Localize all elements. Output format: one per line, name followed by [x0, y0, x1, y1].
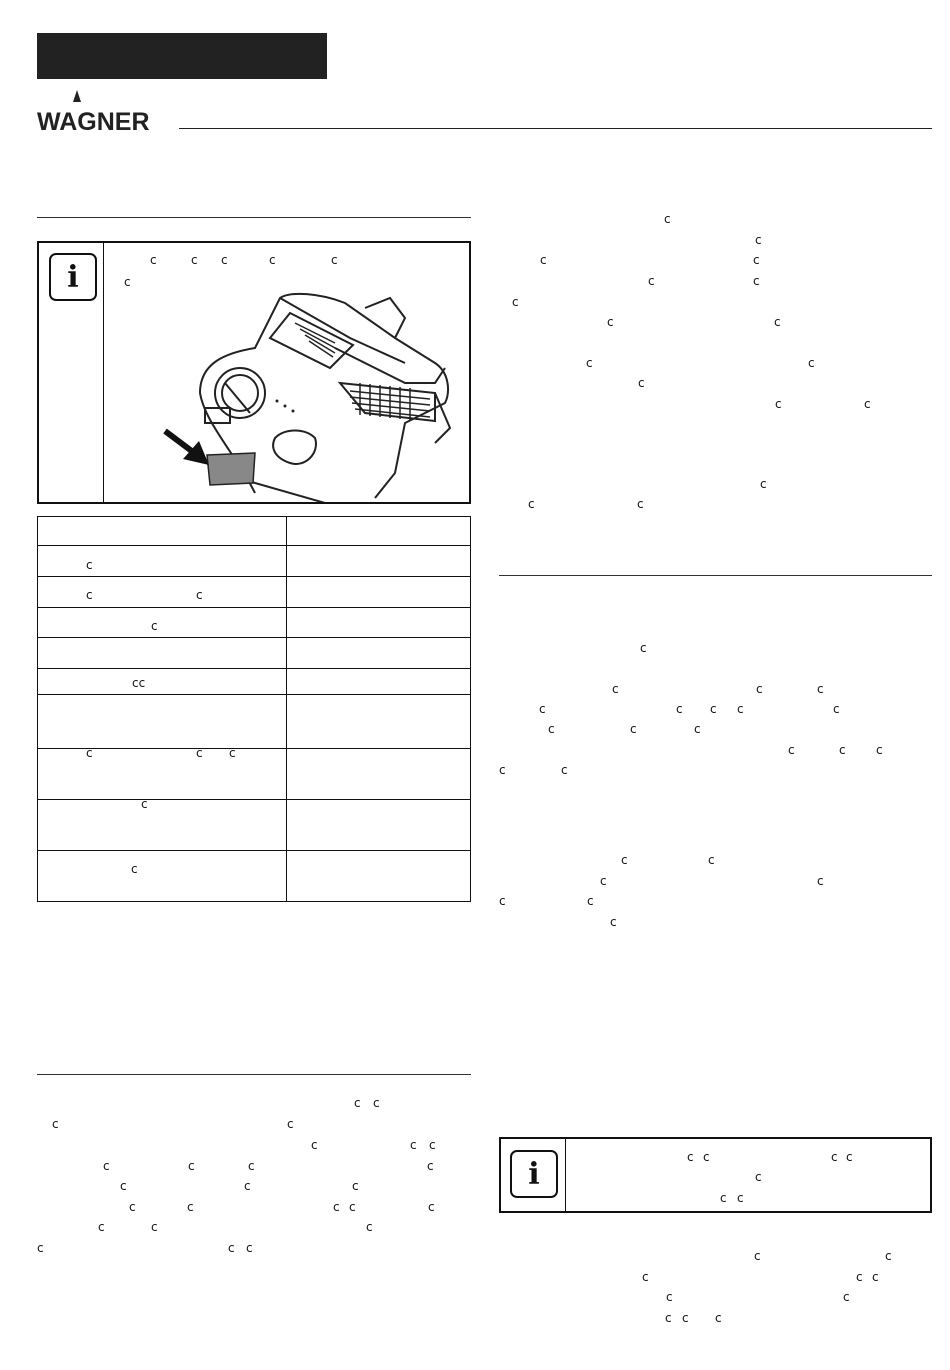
- text-mark: c: [333, 1200, 340, 1214]
- text-mark: c: [843, 1290, 850, 1304]
- info-icon: i: [49, 253, 97, 301]
- device-illustration: [105, 243, 469, 502]
- text-mark: c: [354, 1096, 361, 1110]
- text-mark: c: [191, 253, 198, 267]
- text-mark: c: [621, 853, 628, 867]
- text-mark: c: [640, 641, 647, 655]
- text-mark: c: [708, 853, 715, 867]
- text-mark: c: [753, 274, 760, 288]
- text-mark: c: [151, 1220, 158, 1234]
- table-cell: [38, 517, 287, 546]
- text-mark: c: [872, 1270, 879, 1284]
- text-mark: c: [98, 1220, 105, 1234]
- text-mark: c: [753, 253, 760, 267]
- text-mark: c: [600, 874, 607, 888]
- text-mark: c: [846, 1150, 853, 1164]
- text-mark: c: [808, 356, 815, 370]
- table-row: [38, 800, 471, 851]
- text-mark: c: [373, 1096, 380, 1110]
- text-mark: c: [703, 1150, 710, 1164]
- info-icon: i: [510, 1150, 558, 1198]
- text-mark: c: [833, 702, 840, 716]
- text-mark: c: [151, 619, 158, 633]
- section-rule: [37, 1074, 471, 1075]
- text-mark: c: [642, 1270, 649, 1284]
- text-mark: c: [512, 295, 519, 309]
- text-mark: c: [428, 1200, 435, 1214]
- text-mark: c: [366, 1220, 373, 1234]
- text-mark: c: [86, 588, 93, 602]
- text-mark: c: [124, 275, 131, 289]
- text-mark: c: [539, 702, 546, 716]
- text-mark: c: [427, 1159, 434, 1173]
- text-mark: c: [774, 315, 781, 329]
- text-mark: c: [86, 558, 93, 572]
- info-box-note: [499, 1137, 932, 1213]
- table-cell: [287, 800, 471, 851]
- text-mark: cc: [132, 676, 146, 690]
- text-mark: c: [429, 1138, 436, 1152]
- text-mark: c: [229, 746, 236, 760]
- text-mark: c: [103, 1159, 110, 1173]
- text-mark: c: [817, 682, 824, 696]
- table-row: [38, 638, 471, 669]
- brand-text: WAGNER: [37, 108, 150, 132]
- text-mark: c: [528, 497, 535, 511]
- text-mark: c: [410, 1138, 417, 1152]
- table-cell: [287, 851, 471, 902]
- text-mark: c: [755, 1170, 762, 1184]
- text-mark: c: [817, 874, 824, 888]
- text-mark: c: [687, 1150, 694, 1164]
- text-mark: c: [710, 702, 717, 716]
- text-mark: c: [120, 1179, 127, 1193]
- text-mark: c: [666, 1290, 673, 1304]
- arrow-icon: [165, 431, 209, 465]
- text-mark: c: [864, 397, 871, 411]
- text-mark: c: [352, 1179, 359, 1193]
- table-cell: [38, 577, 287, 608]
- table-row: [38, 695, 471, 749]
- text-mark: c: [587, 894, 594, 908]
- text-mark: c: [885, 1249, 892, 1263]
- text-mark: c: [720, 1191, 727, 1205]
- table-cell: [38, 851, 287, 902]
- text-mark: c: [311, 1138, 318, 1152]
- text-mark: c: [664, 212, 671, 226]
- text-mark: c: [561, 763, 568, 777]
- table-cell: [38, 695, 287, 749]
- spec-table: [37, 516, 471, 902]
- text-mark: c: [246, 1241, 253, 1255]
- text-mark: c: [755, 233, 762, 247]
- table-row: [38, 517, 471, 546]
- text-mark: c: [839, 743, 846, 757]
- table-cell: [287, 577, 471, 608]
- text-mark: c: [499, 894, 506, 908]
- text-mark: c: [228, 1241, 235, 1255]
- text-mark: c: [131, 862, 138, 876]
- text-mark: c: [331, 253, 338, 267]
- info-box-figure: [37, 241, 471, 504]
- section-rule: [499, 575, 932, 576]
- text-mark: c: [196, 588, 203, 602]
- text-mark: c: [349, 1200, 356, 1214]
- text-mark: c: [694, 722, 701, 736]
- table-row: [38, 608, 471, 638]
- text-mark: c: [754, 1249, 761, 1263]
- text-mark: c: [540, 253, 547, 267]
- text-mark: c: [630, 722, 637, 736]
- table-cell: [38, 608, 287, 638]
- text-mark: c: [244, 1179, 251, 1193]
- text-mark: c: [715, 1311, 722, 1325]
- table-cell: [287, 517, 471, 546]
- text-mark: c: [648, 274, 655, 288]
- text-mark: c: [831, 1150, 838, 1164]
- text-mark: c: [499, 763, 506, 777]
- table-cell: [38, 746, 287, 800]
- table-cell: [287, 749, 471, 800]
- wagner-logo: [37, 88, 177, 132]
- text-mark: c: [141, 797, 148, 811]
- table-row: [38, 851, 471, 902]
- table-row: [38, 577, 471, 608]
- text-mark: c: [676, 702, 683, 716]
- text-mark: c: [196, 746, 203, 760]
- text-mark: c: [188, 1159, 195, 1173]
- text-mark: c: [775, 397, 782, 411]
- label-plate: [207, 453, 255, 485]
- text-mark: c: [612, 682, 619, 696]
- text-mark: c: [737, 702, 744, 716]
- text-mark: c: [187, 1200, 194, 1214]
- header-rule: [179, 128, 932, 129]
- table-row: [38, 749, 471, 800]
- table-cell: [38, 797, 287, 851]
- text-mark: c: [610, 915, 617, 929]
- text-mark: c: [682, 1311, 689, 1325]
- text-mark: c: [37, 1241, 44, 1255]
- table-cell: [287, 638, 471, 669]
- table-cell: [287, 669, 471, 695]
- text-mark: c: [586, 356, 593, 370]
- table-cell: [38, 638, 287, 669]
- text-mark: c: [756, 682, 763, 696]
- text-mark: c: [638, 376, 645, 390]
- header-bar: [37, 33, 327, 79]
- text-mark: c: [665, 1311, 672, 1325]
- text-mark: c: [760, 477, 767, 491]
- table-cell: [287, 695, 471, 749]
- text-mark: c: [287, 1117, 294, 1131]
- text-mark: c: [737, 1191, 744, 1205]
- table-cell: [287, 546, 471, 577]
- text-mark: c: [129, 1200, 136, 1214]
- text-mark: c: [548, 722, 555, 736]
- text-mark: c: [637, 497, 644, 511]
- table-cell: [287, 608, 471, 638]
- text-mark: c: [86, 746, 93, 760]
- text-mark: c: [150, 253, 157, 267]
- text-mark: c: [221, 253, 228, 267]
- text-mark: c: [856, 1270, 863, 1284]
- table-cell: [38, 669, 287, 695]
- text-mark: c: [607, 315, 614, 329]
- text-mark: c: [52, 1117, 59, 1131]
- section-rule: [37, 217, 471, 218]
- table-row: [38, 546, 471, 577]
- text-mark: c: [876, 743, 883, 757]
- text-mark: c: [248, 1159, 255, 1173]
- table-row: [38, 669, 471, 695]
- table-cell: [38, 546, 287, 577]
- text-mark: c: [269, 253, 276, 267]
- text-mark: c: [788, 743, 795, 757]
